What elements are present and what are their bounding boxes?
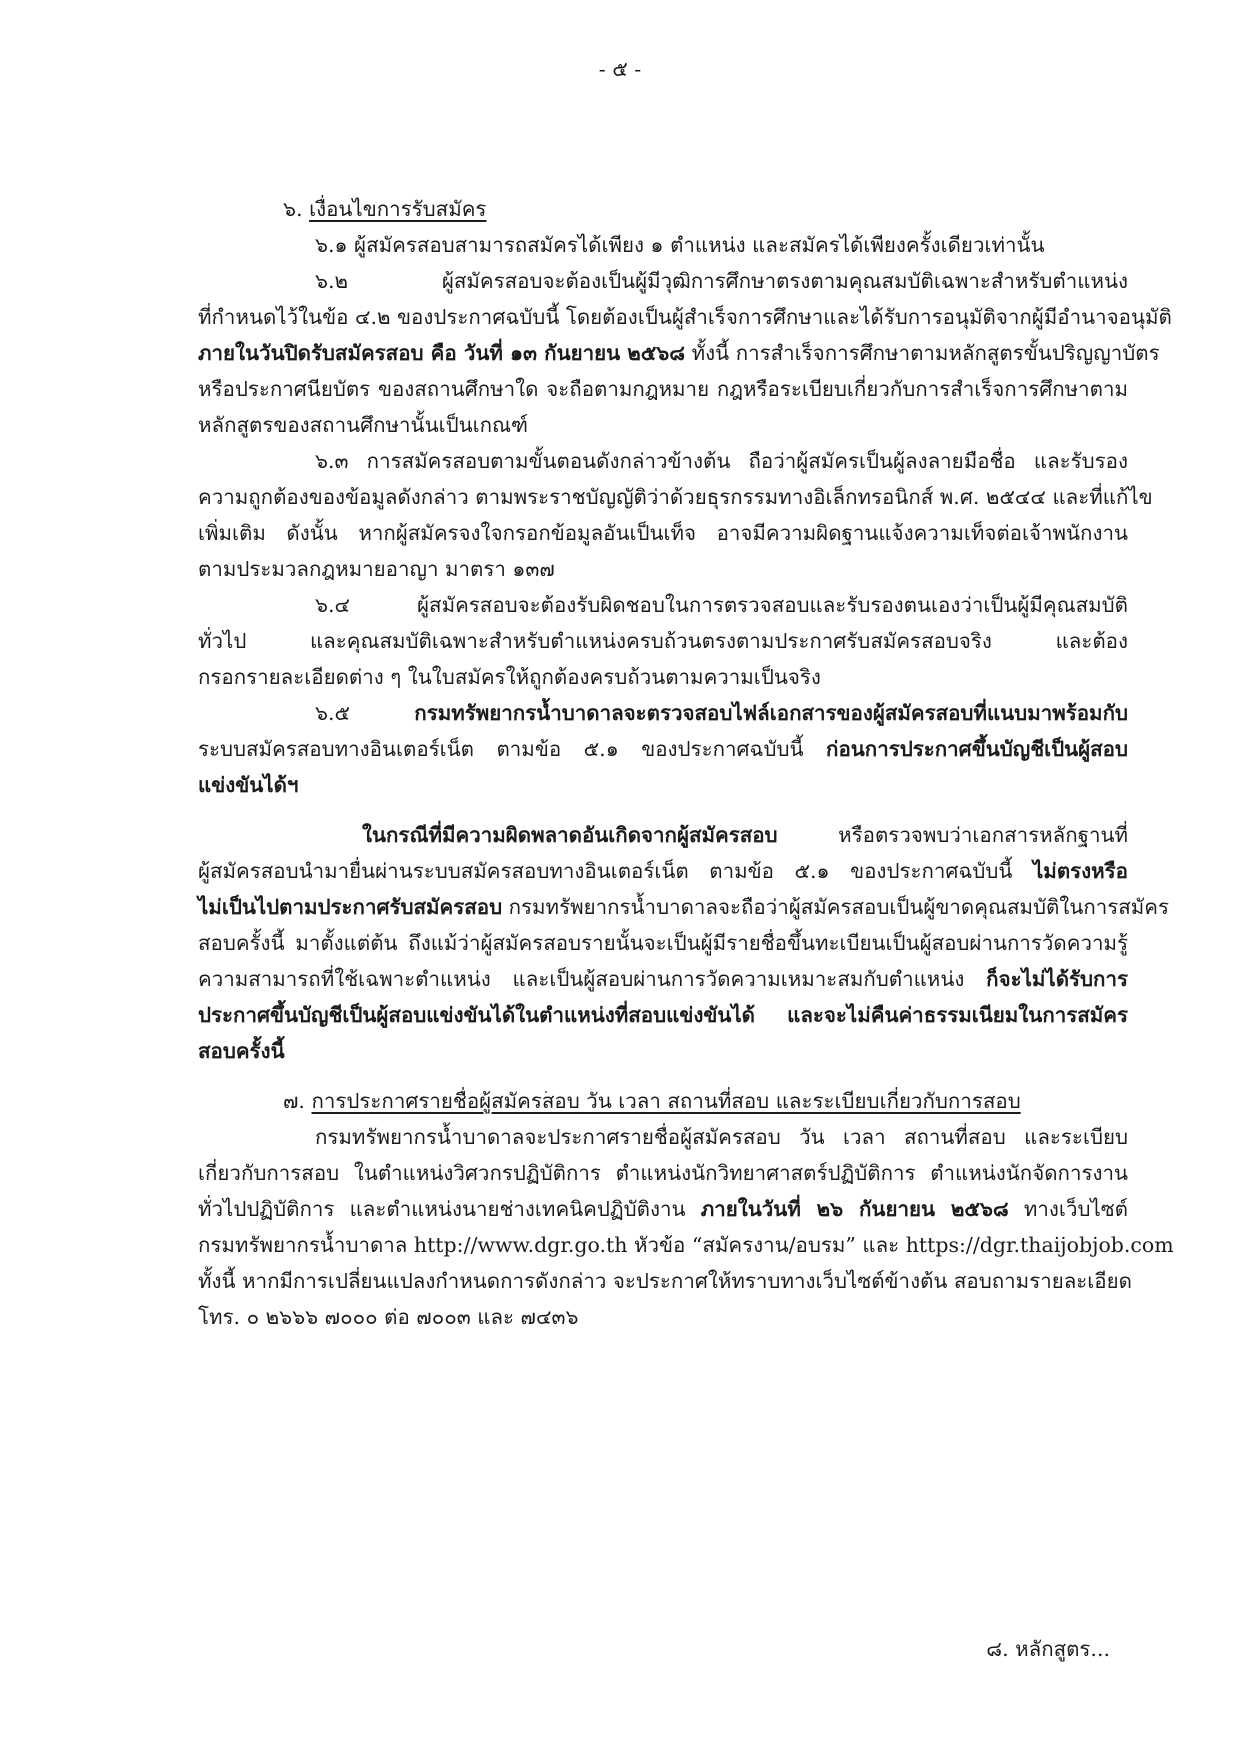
- clause-6-2-line-5: หลักสูตรของสถานศึกษานั้นเป็นเกณฑ์: [198, 413, 529, 437]
- error-case-line-5: [198, 962, 1128, 996]
- clause-6-3-line-4: ตามประมวลกฎหมายอาญา มาตรา ๑๓๗: [198, 557, 555, 581]
- section-7-line-2: เกี่ยวกับการสอบ ในตำแหน่งวิศวกรปฏิบัติการ ตำแหน่งนักวิทยาศาสตร์ปฏิบัติการ ตำแหน่งนักจัดการงาน: [198, 1161, 1128, 1185]
- section-7-title: การประกาศรายชื่อผู้สมัครสอบ วัน เวลา สถานที่สอบ และระเบียบเกี่ยวกับการสอบ: [311, 1089, 1021, 1113]
- error-case-line-5-bold: ก็จะไม่ได้รับการ: [986, 967, 1128, 991]
- section-7-line-4: กรมทรัพยากรน้ำบาดาล http://www.dgr.go.th หัวข้อ “สมัครงาน/อบรม” และ https://dgr.thaijobjob.com: [198, 1233, 1174, 1257]
- section-7-line-1: กรมทรัพยากรน้ำบาดาลจะประกาศรายชื่อผู้สมัครสอบ วัน เวลา สถานที่สอบ และระเบียบ: [315, 1125, 1128, 1149]
- error-case-line-5-text: ความสามารถที่ใช้เฉพาะตำแหน่ง และเป็นผู้สอบผ่านการวัดความเหมาะสมกับตำแหน่ง: [198, 967, 987, 991]
- clause-6-3-line-3: เพิ่มเติม ดังนั้น หากผู้สมัครจงใจกรอกข้อมูลอันเป็นเท็จ อาจมีความผิดฐานแจ้งความเท็จต่อเจ้าพนักงาน: [198, 521, 1128, 545]
- clause-6-2-line-4: หรือประกาศนียบัตร ของสถานศึกษาใด จะถือตามกฎหมาย กฎหรือระเบียบเกี่ยวกับการสำเร็จการศึกษาตาม: [198, 377, 1128, 401]
- clause-6-5-bold: กรมทรัพยากรน้ำบาดาลจะตรวจสอบไฟล์เอกสารของผู้สมัครสอบที่แนบมาพร้อมกับ: [414, 701, 1128, 725]
- error-case-line-7: สอบครั้งนี้: [198, 1039, 285, 1063]
- clause-6-2-deadline: ภายในวันปิดรับสมัครสอบ คือ วันที่ ๑๓ กันยายน ๒๕๖๘: [198, 341, 686, 365]
- section-6-heading: [283, 192, 486, 226]
- clause-6-3-line-1: ๖.๓ การสมัครสอบตามขั้นตอนดังกล่าวข้างต้น ถือว่าผู้สมัครเป็นผู้ลงลายมือชื่อ และรับรอง: [315, 449, 1128, 473]
- section-7-number: ๗.: [283, 1089, 305, 1113]
- section-7-deadline: ภายในวันที่ ๒๖ กันยายน ๒๕๖๘: [700, 1197, 1009, 1221]
- section-7-line-5: ทั้งนี้ หากมีการเปลี่ยนแปลงกำหนดการดังกล่าว จะประกาศให้ทราบทางเว็บไซต์ข้างต้น สอบถามรายละเอียด: [198, 1269, 1132, 1293]
- error-case-line-1: [362, 818, 1128, 852]
- section-6-number: ๖.: [283, 197, 303, 221]
- clause-6-2-line-3-text: ทั้งนี้ การสำเร็จการศึกษาตามหลักสูตรขั้นปริญญาบัตร: [685, 341, 1160, 365]
- error-case-line-1-text: หรือตรวจพบว่าเอกสารหลักฐานที่: [777, 823, 1128, 847]
- clause-6-4-line-2: ทั่วไป และคุณสมบัติเฉพาะสำหรับตำแหน่งครบถ้วนตรงตามประกาศรับสมัครสอบจริง และต้อง: [198, 629, 1128, 653]
- clause-6-5-number: ๖.๕: [315, 701, 351, 725]
- error-case-line-2: [198, 854, 1128, 888]
- error-case-line-4: สอบครั้งนี้ มาตั้งแต่ต้น ถึงแม้ว่าผู้สมัครสอบรายนั้นจะเป็นผู้มีรายชื่อขึ้นทะเบียนเป็นผู้สอบผ่านการวัดความรู้: [198, 931, 1128, 955]
- error-case-bold: ในกรณีที่มีความผิดพลาดอันเกิดจากผู้สมัครสอบ: [362, 823, 778, 847]
- clause-6-2-line-3: [198, 336, 1160, 370]
- section-7-heading: [283, 1084, 1021, 1118]
- footer-continuation: ๘. หลักสูตร...: [986, 1637, 1110, 1661]
- error-case-line-2-bold: ไม่ตรงหรือ: [1033, 859, 1128, 883]
- clause-6-5-line-1: [315, 696, 1128, 730]
- clause-6-4-line-3: กรอกรายละเอียดต่าง ๆ ในใบสมัครให้ถูกต้องครบถ้วนตามความเป็นจริง: [198, 665, 821, 689]
- clause-6-3-line-2: ความถูกต้องของข้อมูลดังกล่าว ตามพระราชบัญญัติว่าด้วยธุรกรรมทางอิเล็กทรอนิกส์ พ.ศ. ๒๕๔๔ และที่แก้ไข: [198, 485, 1153, 509]
- section-7-phone-line: โทร. ๐ ๒๖๖๖ ๗๐๐๐ ต่อ ๗๐๐๓ และ ๗๔๓๖: [198, 1305, 579, 1329]
- clause-6-2-line-1: ๖.๒ ผู้สมัครสอบจะต้องเป็นผู้มีวุฒิการศึกษาตรงตามคุณสมบัติเฉพาะสำหรับตำแหน่ง: [315, 269, 1128, 293]
- clause-6-5-line-2: [198, 732, 1128, 766]
- error-case-line-3-bold: ไม่เป็นไปตามประกาศรับสมัครสอบ: [198, 895, 503, 919]
- error-case-line-3-text: กรมทรัพยากรน้ำบาดาลจะถือว่าผู้สมัครสอบเป็นผู้ขาดคุณสมบัติในการสมัคร: [502, 895, 1170, 919]
- page-number: - ๕ -: [598, 57, 642, 81]
- error-case-line-3: [198, 890, 1170, 924]
- clause-6-5-line-2-text: ระบบสมัครสอบทางอินเตอร์เน็ต ตามข้อ ๕.๑ ของประกาศฉบับนี้: [198, 737, 827, 761]
- section-7-line-3-text: ทั่วไปปฏิบัติการ และตำแหน่งนายช่างเทคนิคปฏิบัติงาน: [198, 1197, 701, 1221]
- section-7-line-3-tail: ทางเว็บไซต์: [1008, 1197, 1128, 1221]
- section-6-title: เงื่อนไขการรับสมัคร: [309, 197, 487, 221]
- clause-6-2-line-2: ที่กำหนดไว้ในข้อ ๔.๒ ของประกาศฉบับนี้ โดยต้องเป็นผู้สำเร็จการศึกษาและได้รับการอนุมัติจากผู้มีอำนาจอนุมัติ: [198, 305, 1172, 329]
- clause-6-4-line-1: ๖.๔ ผู้สมัครสอบจะต้องรับผิดชอบในการตรวจสอบและรับรองตนเองว่าเป็นผู้มีคุณสมบัติ: [315, 593, 1128, 617]
- clause-6-1: ๖.๑ ผู้สมัครสอบสามารถสมัครได้เพียง ๑ ตำแหน่ง และสมัครได้เพียงครั้งเดียวเท่านั้น: [315, 233, 1045, 257]
- section-7-line-3: [198, 1192, 1128, 1226]
- clause-6-5-line-2-bold: ก่อนการประกาศขึ้นบัญชีเป็นผู้สอบ: [826, 737, 1128, 761]
- error-case-line-6: ประกาศขึ้นบัญชีเป็นผู้สอบแข่งขันได้ในตำแหน่งที่สอบแข่งขันได้ และจะไม่คืนค่าธรรมเนียมในการสมัคร: [198, 1003, 1128, 1027]
- error-case-line-2-text: ผู้สมัครสอบนำมายื่นผ่านระบบสมัครสอบทางอินเตอร์เน็ต ตามข้อ ๕.๑ ของประกาศฉบับนี้: [198, 859, 1033, 883]
- clause-6-5-line-3: แข่งขันได้ฯ: [198, 773, 299, 797]
